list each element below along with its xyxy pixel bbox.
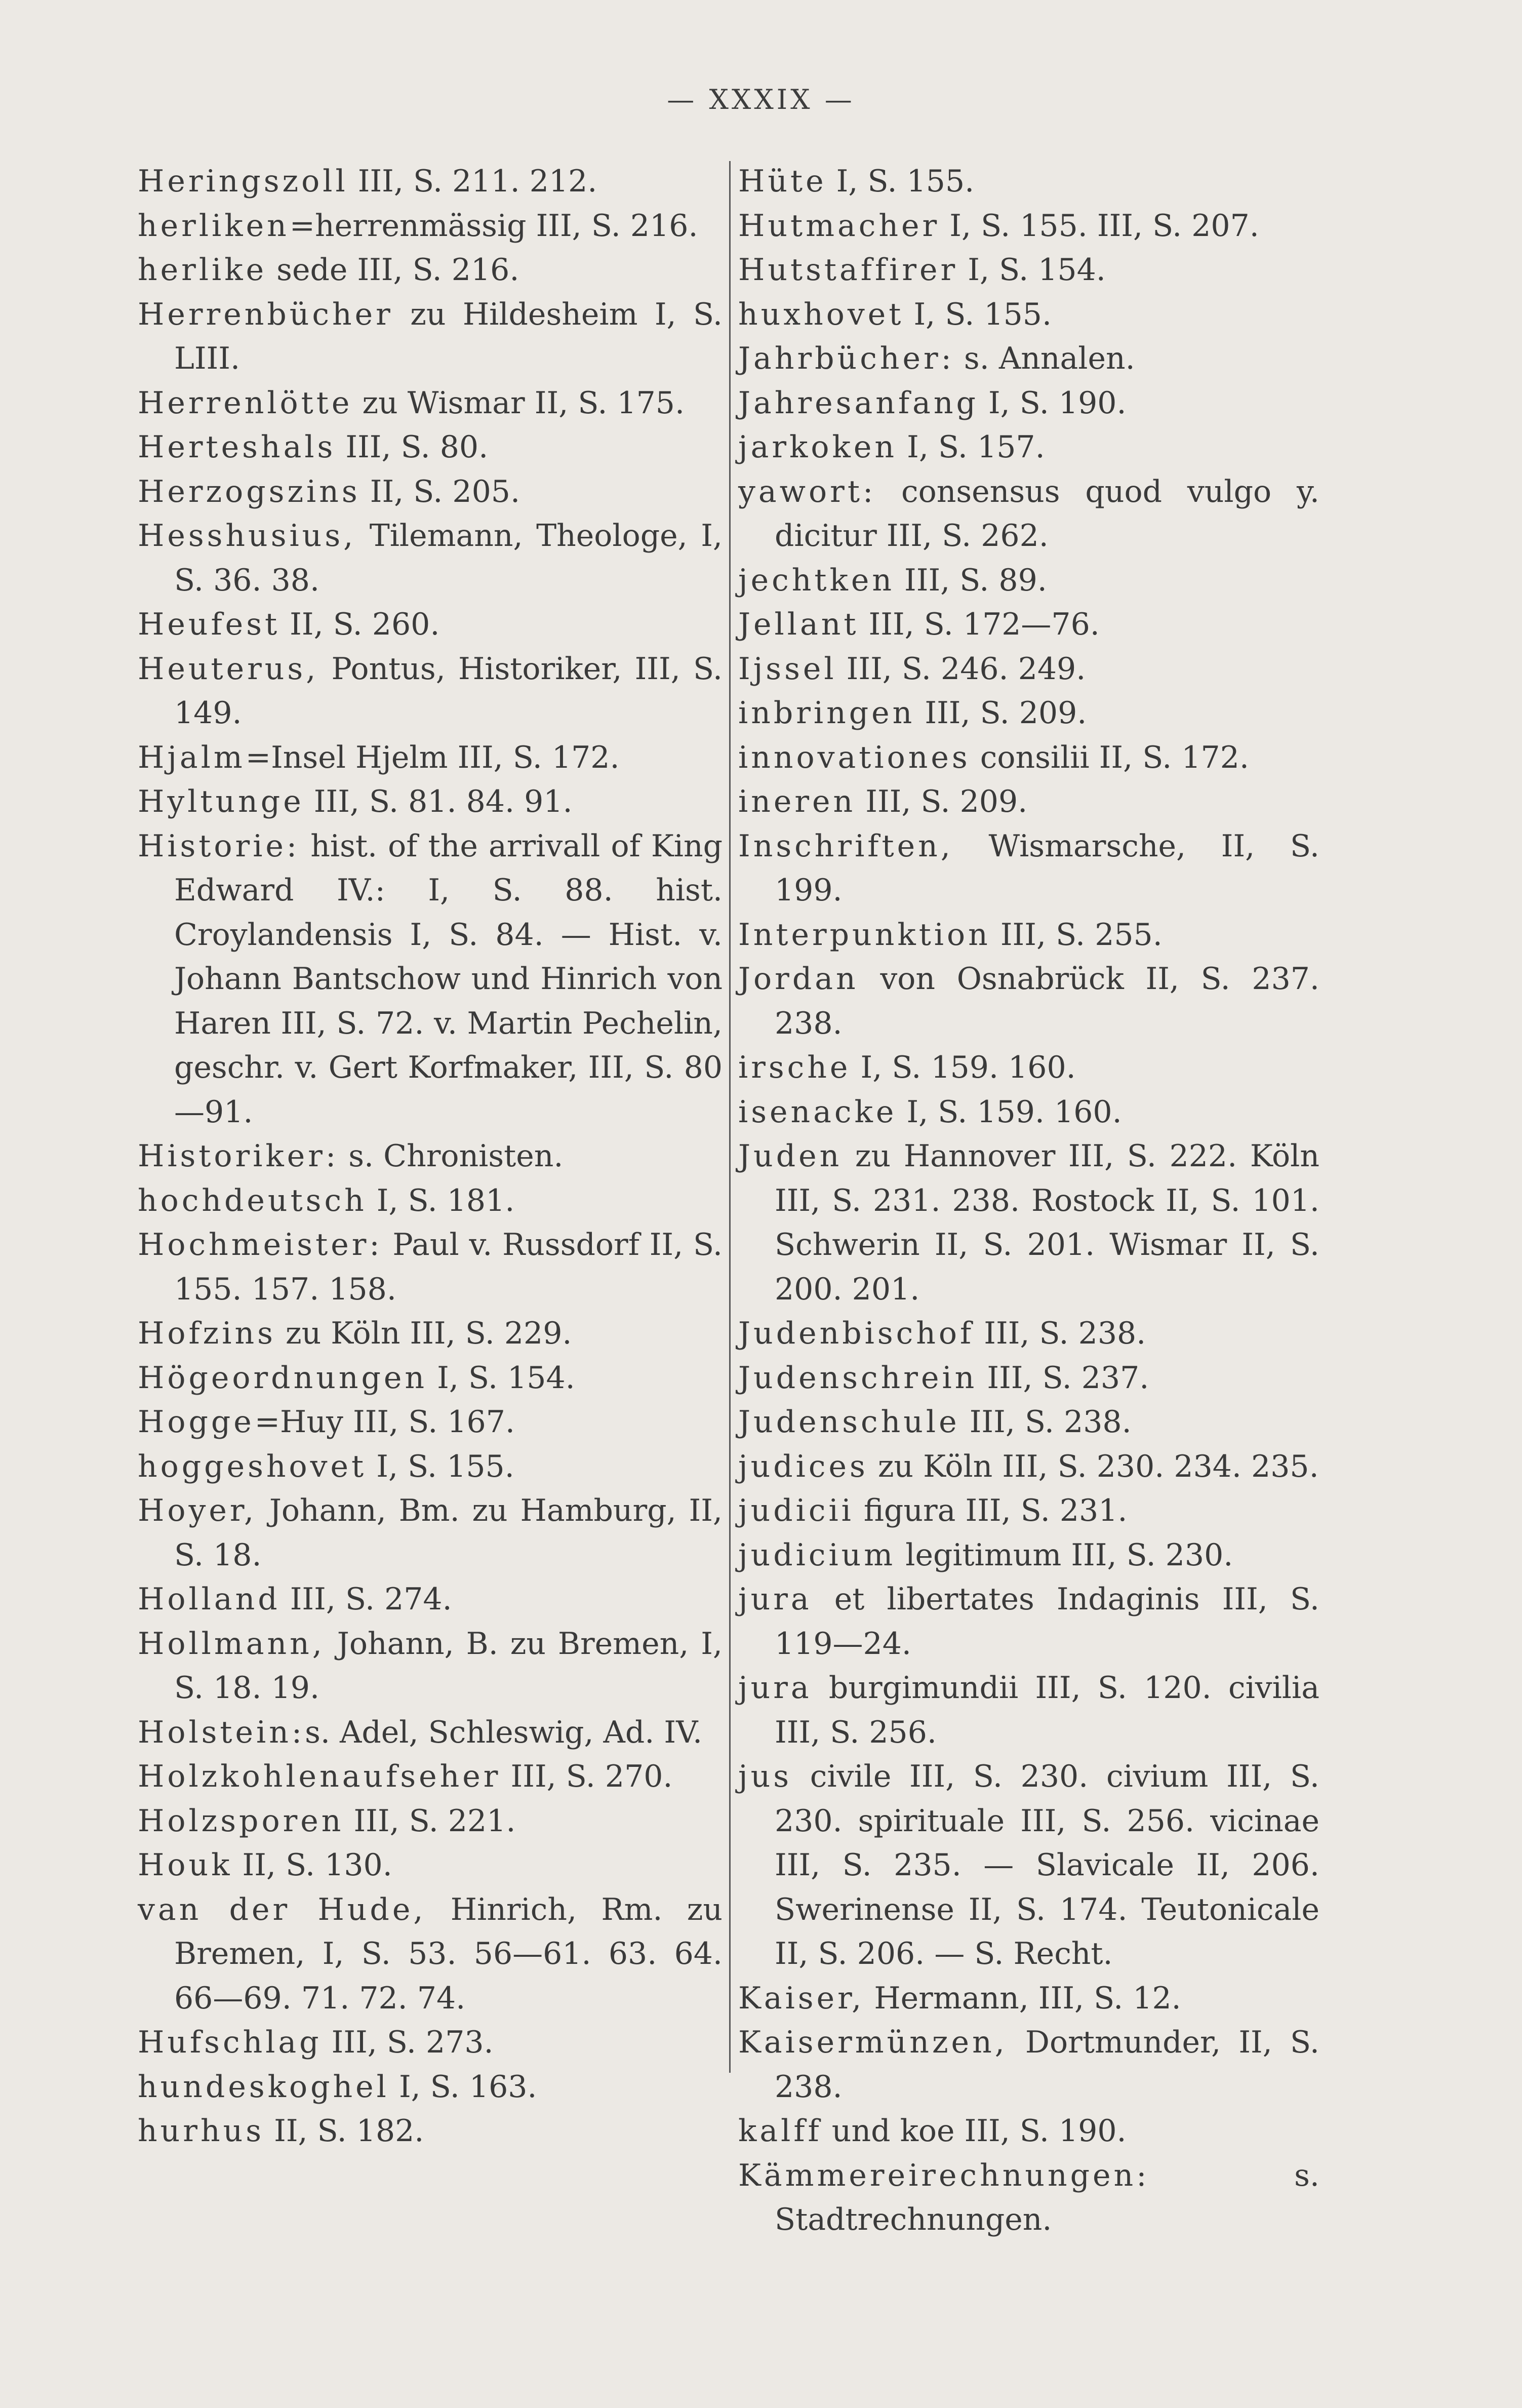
entry-headword: van der Hude,	[138, 1891, 426, 1927]
entry-references: Johann, Bm. zu Hamburg, II, S. 18.	[174, 1493, 723, 1573]
entry-references: III, S. 89.	[894, 562, 1047, 598]
entry-references: I, S. 163.	[389, 2069, 537, 2105]
entry-references: III, S. 221.	[344, 1803, 516, 1839]
entry-headword: Hochmeister:	[138, 1227, 383, 1262]
entry-headword: Judenschrein	[738, 1360, 978, 1396]
index-entry	[738, 1312, 1319, 1356]
entry-headword: Judenbischof	[738, 1316, 975, 1351]
index-entry	[138, 1755, 723, 1799]
column-divider	[729, 161, 731, 2073]
entry-headword: Inschriften,	[738, 828, 953, 864]
entry-headword: Historie:	[138, 828, 300, 864]
entry-references: III, S. 211. 212.	[348, 164, 597, 199]
index-entry	[738, 559, 1319, 603]
entry-references: Paul v. Russdorf II, S. 155. 157. 158.	[174, 1227, 723, 1307]
entry-references: s. Chronisten.	[339, 1138, 564, 1174]
entry-references: III, S. 237.	[977, 1360, 1149, 1396]
entry-headword: kalff	[738, 2113, 822, 2149]
entry-references: figura III, S. 231.	[854, 1493, 1128, 1528]
entry-headword: inbringen	[738, 695, 915, 731]
index-entry	[738, 913, 1319, 958]
entry-headword: Herrenbücher	[138, 296, 393, 332]
index-entry	[738, 248, 1319, 293]
entry-headword: Herzogszins	[138, 473, 361, 509]
index-entry	[738, 736, 1319, 780]
entry-headword: Heringszoll	[138, 164, 348, 199]
entry-references: Dortmunder, II, S. 238.	[775, 2025, 1319, 2105]
index-entry	[138, 248, 723, 293]
entry-references: I, S. 157.	[897, 429, 1045, 465]
index-entry	[738, 337, 1319, 381]
entry-references: zu Köln III, S. 229.	[275, 1316, 572, 1351]
index-entry	[138, 293, 723, 381]
entry-headword: Jahresanfang	[738, 385, 979, 421]
index-entry	[738, 204, 1319, 249]
entry-references: I, S. 155.	[904, 296, 1052, 332]
index-entry	[738, 1356, 1319, 1401]
entry-references: I, S. 155.	[367, 1448, 514, 1484]
index-entry	[738, 647, 1319, 692]
index-entry	[138, 1843, 723, 1888]
index-entry	[738, 1445, 1319, 1489]
entry-references: sede III, S. 216.	[267, 252, 519, 288]
entry-references: II, S. 182.	[264, 2113, 424, 2149]
index-entry	[738, 780, 1319, 824]
entry-headword: Heuterus,	[138, 651, 319, 687]
entry-headword: hundeskoghel	[138, 2069, 389, 2105]
entry-headword: jechtken	[738, 562, 895, 598]
entry-references: s. Stadtrechnungen.	[775, 2157, 1319, 2237]
index-entry	[738, 160, 1319, 204]
index-entry	[138, 381, 723, 426]
index-entry	[738, 1755, 1319, 1977]
index-entry	[738, 1577, 1319, 1666]
entry-headword: Hüte	[738, 164, 827, 199]
entry-headword: yawort:	[738, 473, 876, 509]
entry-headword: Jellant	[738, 607, 859, 642]
index-entry	[138, 1799, 723, 1844]
entry-references: civile III, S. 230. civium III, S. 230. spirituale III, S. 256. vicinae III, S. 235. — Slavicale II, 206. Swerinense II, S. 174. Teutonicale II, S. 206. — S. Recht.	[775, 1759, 1319, 1971]
entry-references: von Osnabrück II, S. 237. 238.	[775, 961, 1319, 1041]
index-entry	[738, 603, 1319, 647]
index-entry	[738, 470, 1319, 559]
page-number: — XXXIX —	[667, 84, 855, 115]
left-index-column	[138, 160, 723, 2154]
entry-headword: Jahrbücher:	[738, 341, 954, 376]
entry-headword: innovationes	[738, 739, 971, 775]
entry-headword: judices	[738, 1448, 868, 1484]
entry-references: =Insel Hjelm III, S. 172.	[245, 739, 620, 775]
index-entry	[738, 1489, 1319, 1533]
entry-references: I, S. 181.	[367, 1182, 515, 1218]
entry-headword: Kämmereirechnungen:	[738, 2157, 1150, 2193]
entry-references: II, S. 130.	[232, 1847, 392, 1883]
index-entry	[738, 824, 1319, 913]
index-entry	[138, 1711, 723, 1755]
index-entry	[738, 1046, 1319, 1090]
entry-headword: Ijssel	[738, 651, 837, 687]
index-entry	[738, 2021, 1319, 2109]
entry-headword: Hutmacher	[738, 208, 940, 244]
index-entry	[738, 691, 1319, 736]
entry-headword: Högeordnungen	[138, 1360, 428, 1396]
index-entry	[138, 1888, 723, 2021]
index-entry	[138, 647, 723, 736]
index-entry	[738, 1977, 1319, 2021]
index-entry	[738, 1134, 1319, 1312]
index-entry	[138, 2021, 723, 2065]
entry-headword: Kaisermünzen,	[738, 2025, 1008, 2060]
entry-references: III, S. 238.	[974, 1316, 1146, 1351]
entry-references: zu Hannover III, S. 222. Köln III, S. 231. 238. Rostock II, S. 101. Schwerin II, S. 201. Wismar II, S. 200. 201.	[775, 1138, 1319, 1307]
entry-references: III, S. 209.	[856, 784, 1028, 819]
entry-references: II, S. 205.	[360, 473, 520, 509]
index-entry	[138, 1445, 723, 1489]
index-entry	[138, 1312, 723, 1356]
entry-references: Hermann, III, S. 12.	[864, 1980, 1181, 2016]
index-entry	[138, 160, 723, 204]
entry-headword: Herrenlötte	[138, 385, 353, 421]
entry-references: zu Köln III, S. 230. 234. 235.	[868, 1448, 1319, 1484]
entry-references: legitimum III, S. 230.	[896, 1537, 1233, 1573]
index-entry	[138, 1400, 723, 1445]
index-entry	[138, 1223, 723, 1312]
entry-headword: Hesshusius,	[138, 518, 356, 554]
entry-headword: isenacke	[738, 1094, 897, 1130]
index-entry	[738, 957, 1319, 1046]
index-entry	[738, 1533, 1319, 1578]
entry-headword: hochdeutsch	[138, 1182, 367, 1218]
entry-headword: jarkoken	[738, 429, 898, 465]
entry-references: I, S. 159. 160.	[897, 1094, 1122, 1130]
index-entry	[138, 1622, 723, 1711]
entry-headword: Holzkohlenaufseher	[138, 1759, 501, 1794]
entry-references: s. Annalen.	[954, 341, 1135, 376]
index-entry	[738, 1400, 1319, 1445]
index-entry	[738, 293, 1319, 337]
right-index-column	[738, 160, 1319, 2242]
entry-headword: Holzsporen	[138, 1803, 344, 1839]
entry-references: I, S. 155.	[826, 164, 975, 199]
entry-headword: huxhovet	[738, 296, 904, 332]
entry-headword: Historiker:	[138, 1138, 339, 1174]
index-entry	[138, 470, 723, 515]
entry-references: I, S. 154.	[958, 252, 1106, 288]
entry-references: et libertates Indaginis III, S. 119—24.	[775, 1582, 1319, 1662]
entry-references: III, S. 209.	[915, 695, 1087, 731]
entry-references: I, S. 155. III, S. 207.	[940, 208, 1259, 244]
index-entry	[138, 1489, 723, 1577]
entry-references: III, S. 80.	[336, 429, 489, 465]
index-entry	[138, 736, 723, 780]
entry-headword: Hoyer,	[138, 1493, 257, 1528]
entry-headword: jura	[738, 1670, 812, 1706]
entry-references: =herrenmässig III, S. 216.	[289, 208, 698, 244]
entry-references: hist. of the arrivall of King Edward IV.: I, S. 88. hist. Croylandensis I, S. 84. — Hist. v. Johann Bantschow und Hinrich von Haren III, S. 72. v. Martin Pechelin, geschr. v. Gert Korfmaker, III, S. 80—91.	[174, 828, 723, 1130]
entry-references: consilii II, S. 172.	[970, 739, 1249, 775]
entry-headword: Holstein:	[138, 1714, 305, 1750]
index-entry	[738, 381, 1319, 426]
entry-headword: irsche	[738, 1050, 851, 1085]
entry-references: III, S. 246. 249.	[836, 651, 1086, 687]
entry-references: III, S. 273.	[322, 2025, 494, 2060]
entry-references: III, S. 238.	[959, 1404, 1132, 1440]
index-entry	[138, 1356, 723, 1401]
index-entry	[738, 2109, 1319, 2154]
index-entry	[738, 1666, 1319, 1755]
entry-headword: hoggeshovet	[138, 1448, 367, 1484]
entry-references: III, S. 172—76.	[859, 607, 1100, 642]
entry-references: III, S. 270.	[501, 1759, 673, 1794]
index-entry	[138, 1134, 723, 1179]
entry-headword: Juden	[738, 1138, 843, 1174]
entry-headword: Judenschule	[738, 1404, 960, 1440]
index-entry	[138, 2109, 723, 2154]
entry-references: III, S. 81. 84. 91.	[304, 784, 573, 819]
entry-headword: Kaiser,	[738, 1980, 865, 2016]
entry-references: I, S. 154.	[427, 1360, 575, 1396]
entry-references: II, S. 260.	[280, 607, 440, 642]
entry-references: zu Hildesheim I, S. LIII.	[174, 296, 723, 376]
entry-references: Pontus, Historiker, III, S. 149.	[174, 651, 723, 731]
entry-headword: Heufest	[138, 607, 281, 642]
entry-headword: Hyltunge	[138, 784, 304, 819]
entry-headword: Hogge	[138, 1404, 255, 1440]
entry-headword: hurhus	[138, 2113, 265, 2149]
entry-headword: jura	[738, 1582, 812, 1617]
entry-headword: Hollmann,	[138, 1626, 325, 1662]
entry-references: zu Wismar II, S. 175.	[352, 385, 685, 421]
entry-headword: Houk	[138, 1847, 233, 1883]
entry-headword: Holland	[138, 1582, 281, 1617]
index-entry	[138, 603, 723, 647]
entry-references: =Huy III, S. 167.	[254, 1404, 515, 1440]
index-entry	[738, 1090, 1319, 1135]
index-entry	[138, 780, 723, 824]
entry-headword: Hjalm	[138, 739, 246, 775]
entry-headword: judicium	[738, 1537, 896, 1573]
entry-references: Tilemann, Theologe, I, S. 36. 38.	[174, 518, 723, 598]
entry-references: Hinrich, Rm. zu Bremen, I, S. 53. 56—61. 63. 64. 66—69. 71. 72. 74.	[174, 1891, 723, 2016]
entry-references: burgimundii III, S. 120. civilia III, S. 256.	[775, 1670, 1319, 1750]
entry-headword: herliken	[138, 208, 290, 244]
entry-headword: Hufschlag	[138, 2025, 322, 2060]
entry-references: und koe III, S. 190.	[822, 2113, 1127, 2149]
entry-headword: Hutstaffirer	[738, 252, 958, 288]
index-entry	[138, 1577, 723, 1622]
entry-references: I, S. 159. 160.	[851, 1050, 1076, 1085]
entry-references: I, S. 190.	[978, 385, 1127, 421]
index-entry	[138, 2065, 723, 2110]
entry-headword: Jordan	[738, 961, 859, 997]
index-entry	[138, 1179, 723, 1223]
index-entry	[738, 425, 1319, 470]
entry-headword: herlike	[138, 252, 267, 288]
entry-references: consensus quod vulgo y. dicitur III, S. 262.	[775, 473, 1319, 554]
entry-references: s. Adel, Schleswig, Ad. IV.	[305, 1714, 703, 1750]
entry-headword: jus	[738, 1759, 792, 1794]
entry-references: III, S. 274.	[280, 1582, 452, 1617]
entry-headword: judicii	[738, 1493, 854, 1528]
entry-references: Wismarsche, II, S. 199.	[775, 828, 1319, 908]
index-entry	[138, 425, 723, 470]
entry-headword: Herteshals	[138, 429, 336, 465]
entry-references: Johann, B. zu Bremen, I, S. 18. 19.	[174, 1626, 723, 1706]
index-entry	[138, 204, 723, 249]
index-entry	[138, 514, 723, 603]
entry-headword: Hofzins	[138, 1316, 276, 1351]
entry-headword: Interpunktion	[738, 917, 991, 953]
entry-headword: ineren	[738, 784, 856, 819]
index-entry	[138, 824, 723, 1135]
entry-references: III, S. 255.	[990, 917, 1163, 953]
index-entry	[738, 2154, 1319, 2242]
